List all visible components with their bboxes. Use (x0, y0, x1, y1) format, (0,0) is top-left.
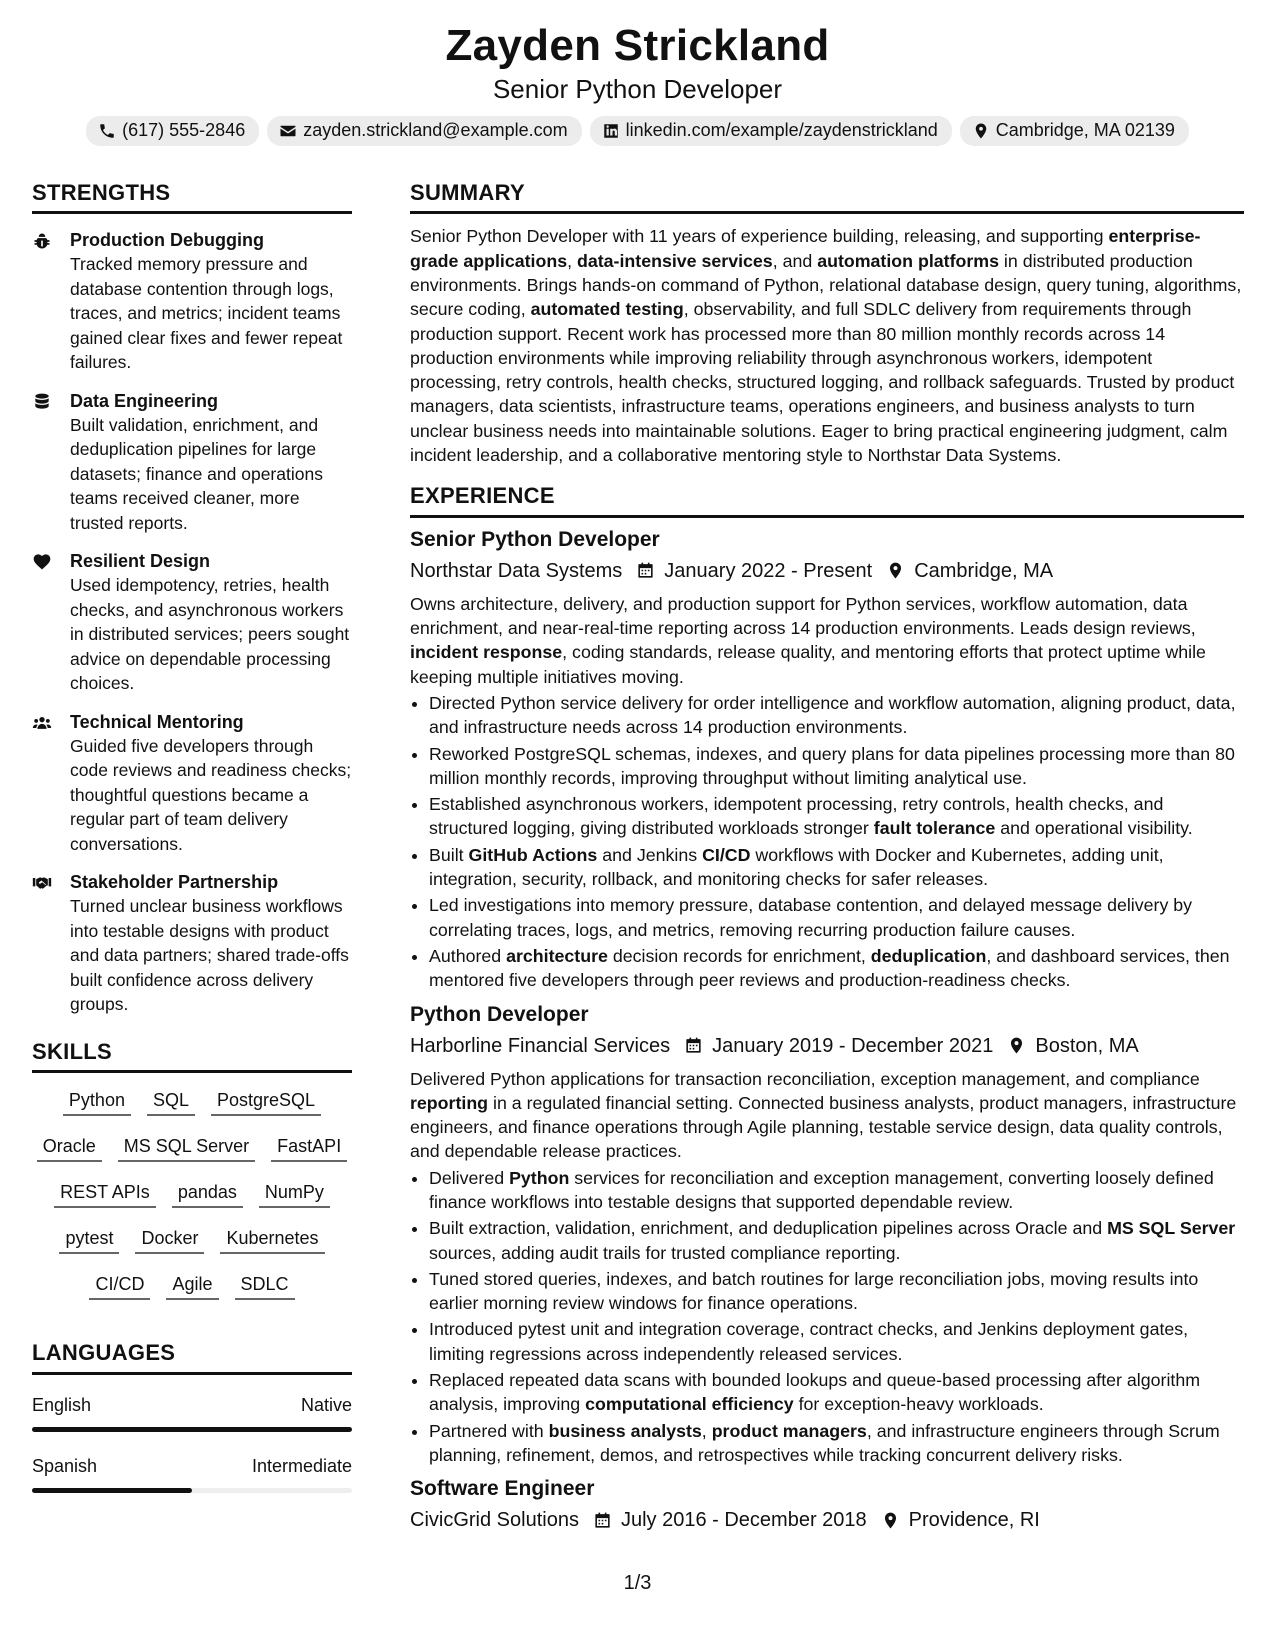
job-meta (410, 558, 1244, 584)
skill-tag: REST APIs (54, 1181, 156, 1208)
skill-tag: Python (63, 1089, 131, 1116)
skill-tag: Oracle (37, 1135, 102, 1162)
skill-tag: MS SQL Server (118, 1135, 255, 1162)
job-bullet: • Established asynchronous workers, idempotent processing, retry controls, health checks, and structured logging, giving distributed workloads stronger fault tolerance and operational visibility. (429, 792, 1244, 841)
language-name: Spanish (32, 1455, 98, 1476)
job-company: Northstar Data Systems (410, 559, 623, 582)
location-pin-icon (886, 561, 905, 580)
language-bar (32, 1427, 352, 1432)
summary-text: Senior Python Developer with 11 years of experience building, releasing, and supporting enterprise-grade applications, data-intensive services, and automation platforms in distributed production environments. Brings hands-on command of Python, relational database design, query tuning, algorithms, secure coding, automated testing, observability, and full SDLC delivery from requirements through production support. Recent work has processed more than 80 million monthly records across 14 production environments while improving reliability through asynchronous workers, idempotent processing, retry controls, health checks, structured logging, and rollback safeguards. Trusted by product managers, data scientists, infrastructure teams, operations engineers, and business analysts to turn unclear business needs into maintainable solutions. Eager to bring practical engineering judgment, calm incident leadership, and a collaborative mentoring style to Northstar Data Systems. (410, 226, 1242, 466)
strength-item (32, 549, 352, 696)
job-meta (410, 1507, 1244, 1533)
language-level: Native (300, 1394, 352, 1415)
strengths-heading: STRENGTHS (32, 180, 352, 214)
strength-item (32, 870, 352, 1017)
database-icon (32, 392, 52, 412)
job-company: CivicGrid Solutions (410, 1509, 579, 1532)
job-bullet: • Directed Python service delivery for order intelligence and workflow automation, aligning product, data, and infrastructure needs across 14 production environments. (429, 691, 1244, 740)
language-level: Intermediate (251, 1455, 352, 1476)
strength-title: Stakeholder Partnership (70, 872, 279, 893)
skills-list (32, 1089, 352, 1300)
job-entry (410, 526, 1244, 993)
job-location: Providence, RI (908, 1509, 1040, 1532)
summary-heading: SUMMARY (410, 180, 1244, 214)
strength-desc: Built validation, enrichment, and deduplication pipelines for large datasets; finance and operations teams received cleaner, more trusted reports. (70, 414, 323, 533)
linkedin-icon (602, 122, 620, 140)
job-bullets (410, 691, 1244, 993)
users-icon (32, 713, 52, 733)
skill-tag: Agile (166, 1273, 218, 1300)
languages-heading: LANGUAGES (32, 1340, 352, 1374)
calendar-icon (636, 561, 655, 580)
job-bullet: • Delivered Python services for reconciliation and exception management, converting loosely defined finance workflows into testable designs that supported dependable review. (429, 1166, 1244, 1215)
job-title: Software Engineer (410, 1477, 595, 1501)
candidate-name: Zayden Strickland (445, 21, 830, 70)
job-bullet: • Replaced repeated data scans with bounded lookups and queue-based processing after algorithm analysis, improving computational efficiency for exception-heavy workloads. (429, 1368, 1244, 1417)
language-name: English (32, 1394, 92, 1415)
contact-location (960, 116, 1189, 146)
job-location: Boston, MA (1035, 1034, 1139, 1057)
job-bullet: • Built GitHub Actions and Jenkins CI/CD workflows with Docker and Kubernetes, adding unit, integration, security, rollback, and monitoring checks for safer releases. (429, 843, 1244, 892)
skill-tag: SDLC (235, 1273, 295, 1300)
strength-title: Resilient Design (70, 551, 211, 572)
skill-tag: PostgreSQL (211, 1089, 321, 1116)
language-bar (32, 1488, 352, 1493)
heart-icon (32, 552, 52, 572)
skills-heading: SKILLS (32, 1039, 352, 1073)
job-entry (410, 1475, 1244, 1533)
page-number: 1/3 (623, 1572, 652, 1594)
job-bullet: • Led investigations into memory pressure, database contention, and delayed message delivery by correlating traces, logs, and metrics, removing recurring production failure causes. (429, 893, 1244, 942)
contact-linkedin[interactable] (590, 116, 952, 146)
skill-tag: Kubernetes (220, 1227, 324, 1254)
contact-phone-text: (617) 555-2846 (122, 120, 246, 141)
contact-location-text: Cambridge, MA 02139 (995, 120, 1175, 141)
resume-header (0, 0, 1275, 146)
experience-list (410, 526, 1244, 1534)
skill-tag: FastAPI (271, 1135, 347, 1162)
language-bar-fill (32, 1488, 192, 1493)
bug-icon (32, 231, 52, 251)
skill-tag: SQL (147, 1089, 195, 1116)
job-title: Senior Python Developer (410, 527, 660, 551)
envelope-icon (279, 122, 297, 140)
skill-tag: pandas (172, 1181, 243, 1208)
strength-desc: Turned unclear business workflows into testable designs with product and data partners; shared trade-offs built confidence across delivery groups. (70, 896, 349, 1015)
job-description: Owns architecture, delivery, and production support for Python services, workflow automation, data enrichment, and near-real-time reporting across 14 production environments. Leads design reviews, incident response, coding standards, release quality, and mentoring efforts that protect uptime while keeping multiple initiatives moving. (410, 593, 1206, 687)
contact-linkedin-text: linkedin.com/example/zaydenstrickland (625, 120, 938, 141)
job-meta (410, 1033, 1244, 1059)
contact-bar (0, 116, 1275, 146)
job-entry (410, 1001, 1244, 1468)
skill-tag: Docker (135, 1227, 204, 1254)
job-bullet: • Introduced pytest unit and integration coverage, contract checks, and Jenkins deployment gates, limiting regressions across independently released services. (429, 1317, 1244, 1366)
language-bar-fill (32, 1427, 352, 1432)
strength-desc: Used idempotency, retries, health checks, and asynchronous workers in distributed services; peers sought advice on dependable processing choices. (70, 575, 350, 694)
job-dates: July 2016 - December 2018 (620, 1509, 867, 1532)
contact-phone[interactable] (86, 116, 259, 146)
language-item (32, 1395, 352, 1432)
language-item (32, 1456, 352, 1493)
skill-tag: pytest (59, 1227, 119, 1254)
job-bullet: • Authored architecture decision records for enrichment, deduplication, and dashboard services, then mentored five developers through peer reviews and production-readiness checks. (429, 944, 1244, 993)
strength-title: Production Debugging (70, 230, 264, 251)
strength-title: Technical Mentoring (70, 711, 244, 732)
experience-heading: EXPERIENCE (410, 483, 1244, 517)
contact-email[interactable] (267, 116, 581, 146)
right-column (410, 180, 1244, 1533)
candidate-title: Senior Python Developer (492, 74, 783, 105)
strength-item (32, 710, 352, 857)
location-pin-icon (1007, 1036, 1026, 1055)
handshake-icon (32, 873, 52, 893)
strength-item (32, 389, 352, 536)
job-bullet: • Tuned stored queries, indexes, and batch routines for large reconciliation jobs, moving results into earlier morning review windows for finance operations. (429, 1267, 1244, 1316)
strength-desc: Tracked memory pressure and database contention through logs, traces, and metrics; incident teams gained clear fixes and fewer repeat failures. (70, 254, 343, 373)
strength-title: Data Engineering (70, 390, 219, 411)
calendar-icon (684, 1036, 703, 1055)
job-bullet: • Built extraction, validation, enrichment, and deduplication pipelines across Oracle and MS SQL Server sources, adding audit trails for trusted compliance reporting. (429, 1216, 1244, 1265)
contact-email-text: zayden.strickland@example.com (303, 120, 568, 141)
location-pin-icon (972, 122, 990, 140)
job-description: Delivered Python applications for transaction reconciliation, exception management, and compliance reporting in a regulated financial setting. Connected business analysts, product managers, infrastructure engineers, and finance operations through Agile planning, testable service design, data quality controls, and dependable release practices. (410, 1068, 1237, 1162)
job-bullets (410, 1166, 1244, 1468)
phone-icon (98, 122, 116, 140)
job-title: Python Developer (410, 1002, 589, 1026)
strength-desc: Guided five developers through code reviews and readiness checks; thoughtful questions became a regular part of team delivery conversations. (70, 735, 352, 854)
job-dates: January 2019 - December 2021 (712, 1034, 994, 1057)
job-company: Harborline Financial Services (410, 1034, 671, 1057)
job-bullet: • Partnered with business analysts, product managers, and infrastructure engineers through Scrum planning, refinement, demos, and retrospectives while tracking concurrent delivery risks. (429, 1419, 1244, 1468)
job-dates: January 2022 - Present (664, 559, 873, 582)
skill-tag: CI/CD (89, 1273, 150, 1300)
location-pin-icon (881, 1511, 900, 1530)
strength-item (32, 228, 352, 375)
job-bullet: • Reworked PostgreSQL schemas, indexes, and query plans for data pipelines processing more than 80 million monthly records, improving throughput without limiting analytical use. (429, 742, 1244, 791)
left-column (32, 180, 352, 1493)
skill-tag: NumPy (259, 1181, 330, 1208)
job-location: Cambridge, MA (914, 559, 1054, 582)
calendar-icon (593, 1511, 612, 1530)
